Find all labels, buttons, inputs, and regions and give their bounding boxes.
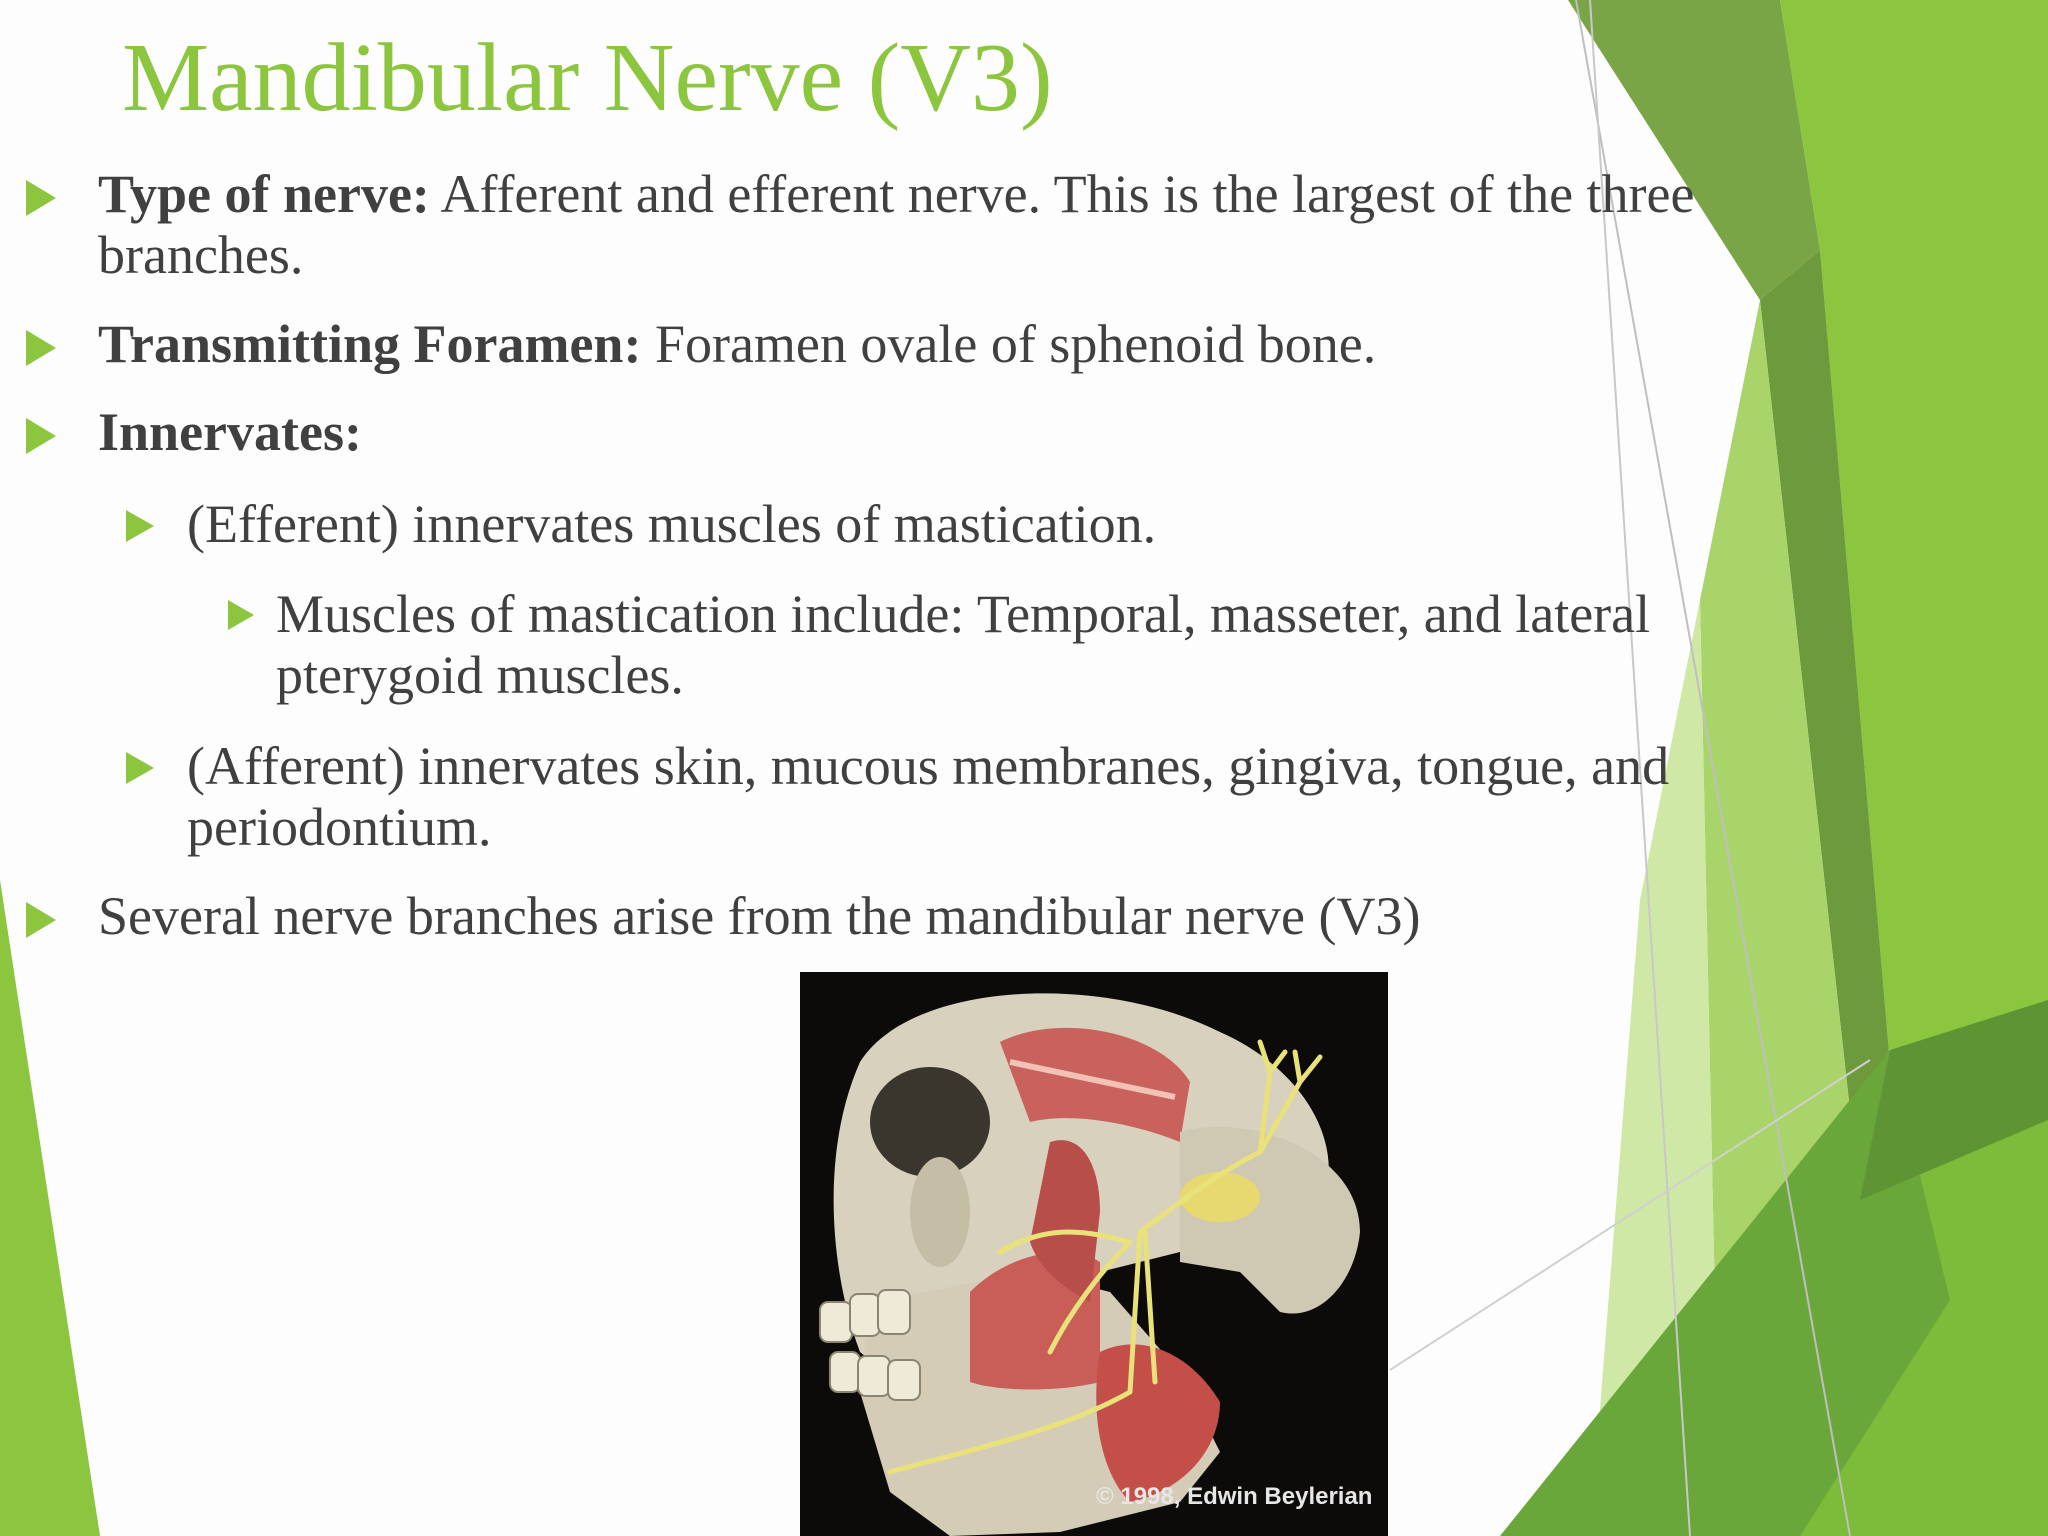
bullet-transmitting-foramen xyxy=(98,314,1818,375)
slide-title: Mandibular Nerve (V3) xyxy=(122,24,1053,132)
image-credit: © 1998, Edwin Beylerian xyxy=(1096,1483,1373,1510)
bullet-innervates xyxy=(98,402,362,463)
skull-nerve-illustration xyxy=(800,972,1388,1536)
sub-bullet-arrow-icon xyxy=(126,752,154,784)
bullet-arrow-icon xyxy=(26,418,56,454)
bullet-label: Type of nerve: xyxy=(98,164,430,224)
sub-bullet-efferent: (Efferent) innervates muscles of mastication. xyxy=(187,494,1157,554)
sub-bullet-afferent: (Afferent) innervates skin, mucous membranes, gingiva, tongue, and periodontium. xyxy=(187,736,1670,857)
skull-illustration-graphic xyxy=(800,972,1388,1536)
bullet-text: Afferent and efferent nerve. This is the largest of the three branches. xyxy=(98,164,1695,285)
bullet-arrow-icon xyxy=(26,902,56,938)
bullet-arrow-icon xyxy=(26,180,56,216)
bullet-type-of-nerve xyxy=(98,164,1818,286)
bullet-label: Innervates: xyxy=(98,402,362,462)
sub-sub-bullet-muscles: Muscles of mastication include: Temporal, masseter, and lateral pterygoid muscles. xyxy=(276,584,1651,705)
bullet-label: Transmitting Foramen: xyxy=(98,314,642,374)
sub-bullet-arrow-icon xyxy=(126,510,154,542)
bullet-arrow-icon xyxy=(26,330,56,366)
sub-sub-bullet-arrow-icon xyxy=(228,600,254,630)
bullet-several-branches: Several nerve branches arise from the mandibular nerve (V3) xyxy=(98,886,1421,946)
bullet-text: Foramen ovale of sphenoid bone. xyxy=(641,314,1377,374)
